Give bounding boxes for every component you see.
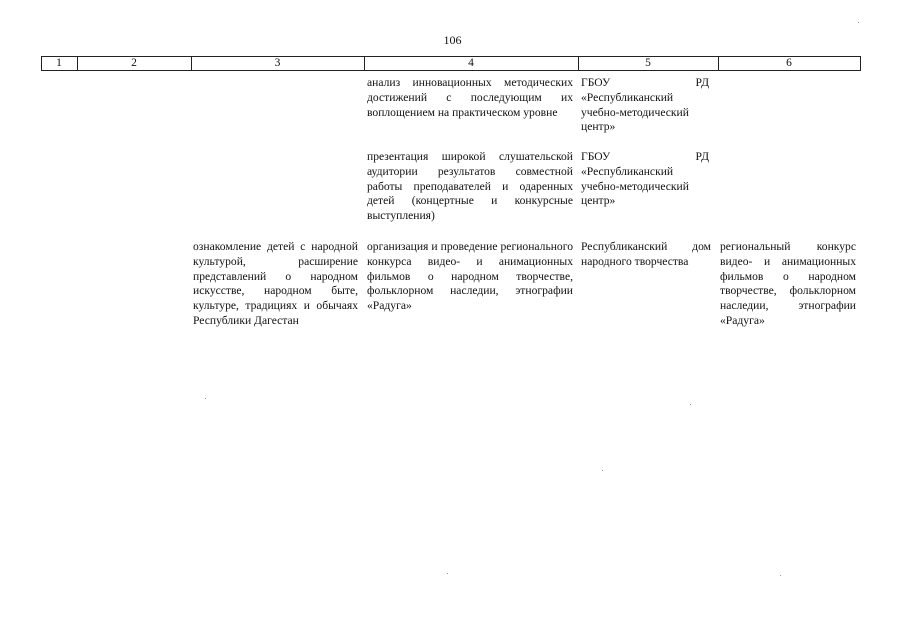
column-number-3: 3 — [274, 57, 281, 69]
table-cell-row1-col5: ГБОУ РД «Республиканский учебно-методический центр» — [581, 76, 709, 134]
scan-speck — [780, 575, 781, 576]
column-number-5: 5 — [645, 57, 651, 69]
scan-speck — [690, 404, 691, 405]
table-cell-row3-col5: Республиканский дом народного творчества — [581, 240, 711, 268]
scan-speck — [205, 398, 206, 399]
column-number-2: 2 — [131, 57, 137, 69]
table-cell-row3-col4: организация и проведение регионального конкурса видео- и анимационных фильмов о народном творчестве, фольклорном наследии, этнографии «Радуга» — [367, 240, 573, 313]
column-number-1: 1 — [56, 57, 62, 69]
page-number: 106 — [443, 33, 462, 47]
column-divider — [860, 56, 861, 71]
table-cell-row2-col4: презентация широкой слушательской аудитории результатов совместной работы преподавателей и одаренных детей (концертные и конкурсные выступления) — [367, 150, 573, 223]
table-cell-row3-col6: региональный конкурс видео- и анимационных фильмов о народном творчестве, фольклорном наследии, этнографии «Радуга» — [720, 240, 856, 327]
scan-speck — [602, 470, 603, 471]
column-number-6: 6 — [786, 57, 792, 69]
scan-speck — [447, 573, 448, 574]
column-number-4: 4 — [468, 57, 474, 69]
table-cell-row2-col5: ГБОУ РД «Республиканский учебно-методический центр» — [581, 150, 709, 208]
table-cell-row3-col3: ознакомление детей с народной культурой, расширение представлений о народном искусстве, народном быте, культуре, традициях и обычаях Республики Дагестан — [193, 240, 358, 327]
table-cell-row1-col4: анализ инновационных методических достижений с последующим их воплощением на практическом уровне — [367, 76, 573, 119]
scan-speck — [858, 22, 859, 23]
